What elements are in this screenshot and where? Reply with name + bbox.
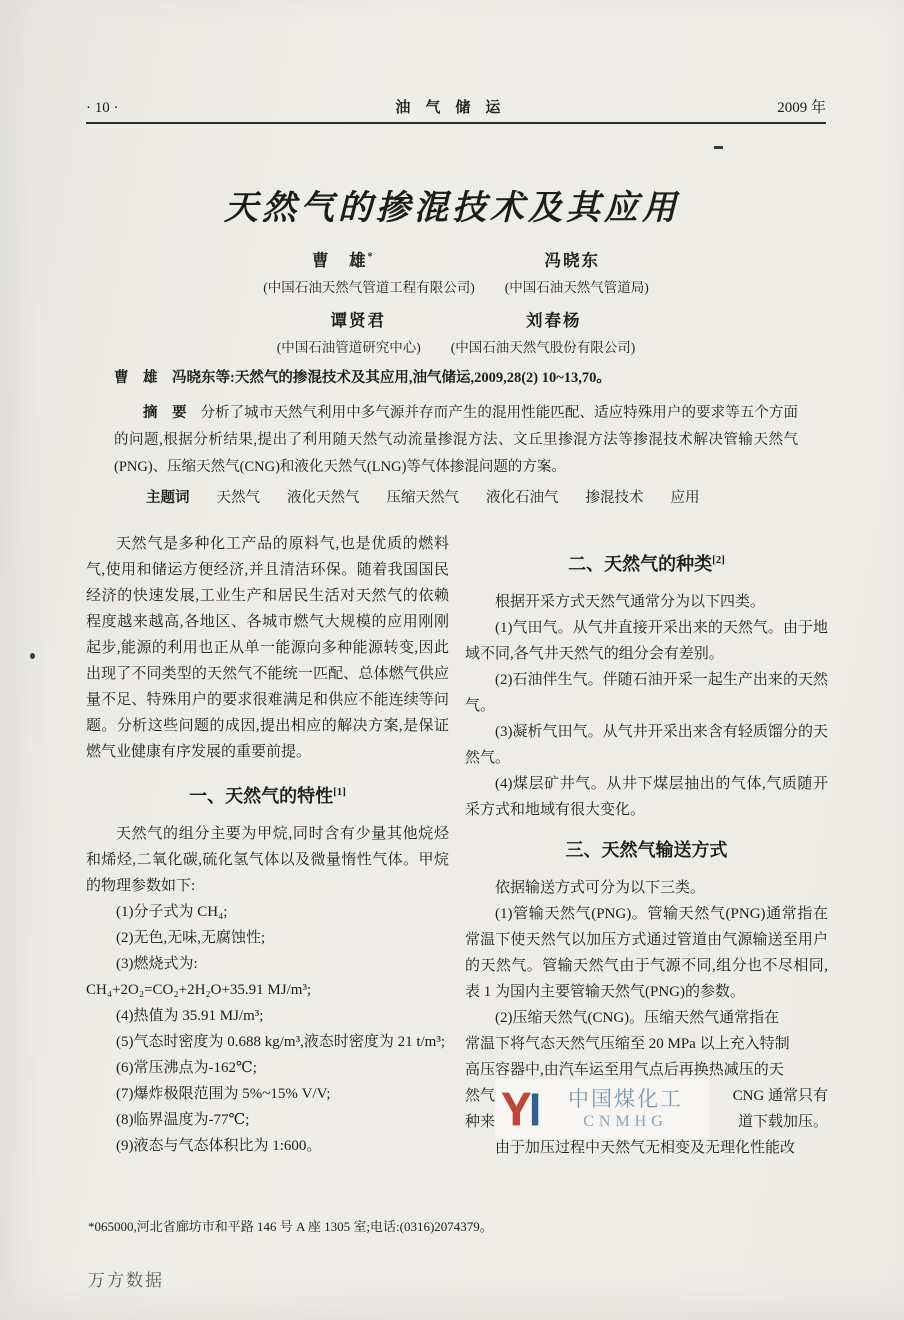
list-item: (5)气态时密度为 0.688 kg/m³,液态时密度为 21 t/m³; bbox=[116, 1034, 445, 1050]
author-footnote: *065000,河北省廊坊市和平路 146 号 A 座 1305 室;电话:(0316)2074379。 bbox=[88, 1219, 493, 1234]
affiliation-row bbox=[82, 336, 830, 356]
article-title: 天然气的掺混技术及其应用 bbox=[224, 190, 680, 227]
text-fragment: 道下载加压。 bbox=[737, 1114, 828, 1130]
paragraph: 依据输送方式可分为以下三类。 bbox=[495, 880, 706, 896]
list-item: (4)热值为 35.91 MJ/m³; bbox=[116, 1008, 264, 1024]
section-heading-2 bbox=[465, 547, 828, 577]
keywords-row bbox=[146, 486, 816, 507]
section-heading-3 bbox=[465, 837, 828, 863]
list-item: (6)常压沸点为-162℃; bbox=[116, 1060, 257, 1076]
author-name-text: 曹 雄 bbox=[312, 251, 368, 270]
journal-title: 油 气 储 运 bbox=[395, 100, 501, 116]
affiliation-row bbox=[82, 276, 830, 296]
section-title: 一、天然气的特性 bbox=[189, 786, 334, 806]
paragraph: (1)管输天然气(PNG)。管输天然气(PNG)通常指在常温下使天然气以加压方式通过管道由气源输送至用户的天然气。管输天然气由于气源不同,组分也不尽相同,表 1 为国内主要管输天然气(PNG)的参数。 bbox=[465, 906, 828, 1000]
paragraph: 天然气的组分主要为甲烷,同时含有少量其他烷烃和烯烃,二氧化碳,硫化氢气体以及微量惰性气体。甲烷的物理参数如下: bbox=[86, 826, 449, 894]
list-item: (9)液态与气态体积比为 1:600。 bbox=[116, 1138, 322, 1154]
intro-paragraph: 天然气是多种化工产品的原料气,也是优质的燃料气,使用和储运方便经济,并且清洁环保。随着我国国民经济的快速发展,工业生产和居民生活对天然气的依赖程度越来越高,各地区、各城市燃气大规模的应用刚刚起步,能源的利用也正从单一能源向多种能源转变,因此出现了不同类型的天然气不能统一匹配、总体燃气供应量不足、特殊用户的要求很难满足和供应不能连续等问题。分析这些问题的成因,提出相应的解决方案,是保证燃气业健康有序发展的重要前提。 bbox=[86, 536, 449, 760]
citation-line: 曹 雄 冯晓东等:天然气的掺混技术及其应用,油气储运,2009,28(2) 10~13,70。 bbox=[114, 370, 611, 386]
list-item: (8)临界温度为-77℃; bbox=[116, 1112, 250, 1128]
paragraph: 根据开采方式天然气通常分为以下四类。 bbox=[495, 594, 766, 610]
watermark-latin-text: CNMHG bbox=[583, 1112, 668, 1130]
paragraph: (3)凝析气田气。从气井开采出来含有轻质馏分的天然气。 bbox=[465, 724, 828, 766]
author-name: 冯晓东 bbox=[544, 251, 600, 270]
author-affiliation: (中国石油天然气管道局) bbox=[504, 280, 649, 295]
text-line: 由于加压过程中天然气无相变及无理化性能改 bbox=[495, 1140, 796, 1156]
author-affiliation: (中国石油管道研究中心) bbox=[276, 340, 421, 355]
keyword: 压缩天然气 bbox=[386, 490, 459, 506]
cnmhg-logo-icon bbox=[499, 1088, 541, 1130]
text-line: 常温下将气态天然气压缩至 20 MPa 以上充入特制 bbox=[465, 1036, 790, 1052]
text-fragment: 种来 bbox=[465, 1114, 496, 1130]
keyword: 应用 bbox=[670, 490, 700, 506]
page-header bbox=[86, 96, 826, 117]
text-fragment: CNG 通常只有 bbox=[732, 1088, 828, 1104]
cnmhg-watermark bbox=[495, 1079, 709, 1139]
list-item: (3)燃烧式为: bbox=[116, 956, 198, 972]
author-affiliation: (中国石油天然气管道工程有限公司) bbox=[263, 280, 475, 295]
watermark-text bbox=[546, 1088, 705, 1131]
author-row bbox=[82, 307, 830, 331]
text-line: 高压容器中,由汽车运至用气点后再换热减压的天 bbox=[465, 1062, 784, 1078]
list-item: (7)爆炸极限范围为 5%~15% V/V; bbox=[116, 1086, 331, 1102]
formula-line: CH₄+2O₂=CO₂+2H₂O+35.91 MJ/m³; bbox=[86, 982, 312, 998]
author-footnote-mark: * bbox=[367, 251, 375, 263]
header-rule bbox=[86, 122, 826, 124]
abstract-text: 分析了城市天然气利用中多气源并存而产生的混用性能匹配、适应特殊用户的要求等五个方面的问题,根据分析结果,提出了利用随天然气动流量掺混方法、文丘里掺混方法等掺混技术解决管输天然气(PNG)、压缩天然气(CNG)和液化天然气(LNG)等气体掺混问题的方案。 bbox=[114, 405, 799, 475]
paragraph: (4)煤层矿井气。从井下煤层抽出的气体,气质随开采方式和地域有很大变化。 bbox=[465, 776, 828, 818]
keyword: 液化天然气 bbox=[287, 490, 360, 506]
reference-superscript: [1] bbox=[333, 786, 346, 798]
author-name bbox=[312, 247, 375, 271]
section-title: 二、天然气的种类 bbox=[568, 554, 713, 574]
list-item: (1)分子式为 CH₄; bbox=[116, 904, 228, 920]
section-title: 三、天然气输送方式 bbox=[565, 840, 728, 860]
abstract-label: 摘 要 bbox=[143, 405, 187, 421]
paragraph: (1)气田气。从气井直接开采出来的天然气。由于地域不同,各气井天然气的组分会有差别。 bbox=[465, 620, 828, 662]
right-column bbox=[465, 531, 828, 1161]
issue-year: 2009 年 bbox=[777, 100, 826, 116]
scan-artifact bbox=[714, 146, 723, 149]
list-item: (2)无色,无味,无腐蚀性; bbox=[116, 930, 266, 946]
scan-artifact bbox=[30, 653, 35, 659]
text-fragment: 然气 bbox=[465, 1088, 496, 1104]
author-name: 谭贤君 bbox=[330, 311, 386, 330]
watermark-chinese-text: 中国煤化工 bbox=[568, 1086, 683, 1111]
text-line: (2)压缩天然气(CNG)。压缩天然气通常指在 bbox=[495, 1010, 780, 1026]
authors-block bbox=[82, 247, 830, 356]
section-heading-1 bbox=[86, 779, 449, 809]
left-column bbox=[86, 531, 449, 1159]
reference-superscript: [2] bbox=[712, 554, 725, 566]
abstract bbox=[114, 400, 798, 481]
wanfang-data-stamp: 万方数据 bbox=[88, 1271, 164, 1290]
author-name: 刘春杨 bbox=[526, 311, 582, 330]
page-number: · 10 · bbox=[86, 100, 119, 116]
author-row bbox=[82, 247, 830, 271]
keywords-label: 主题词 bbox=[146, 490, 190, 506]
keyword: 液化石油气 bbox=[486, 490, 559, 506]
keyword: 天然气 bbox=[216, 490, 260, 506]
cng-paragraph bbox=[465, 1005, 828, 1161]
paragraph: (2)石油伴生气。伴随石油开采一起生产出来的天然气。 bbox=[465, 672, 828, 714]
author-affiliation: (中国石油天然气股份有限公司) bbox=[450, 340, 636, 355]
keyword: 掺混技术 bbox=[585, 490, 644, 506]
